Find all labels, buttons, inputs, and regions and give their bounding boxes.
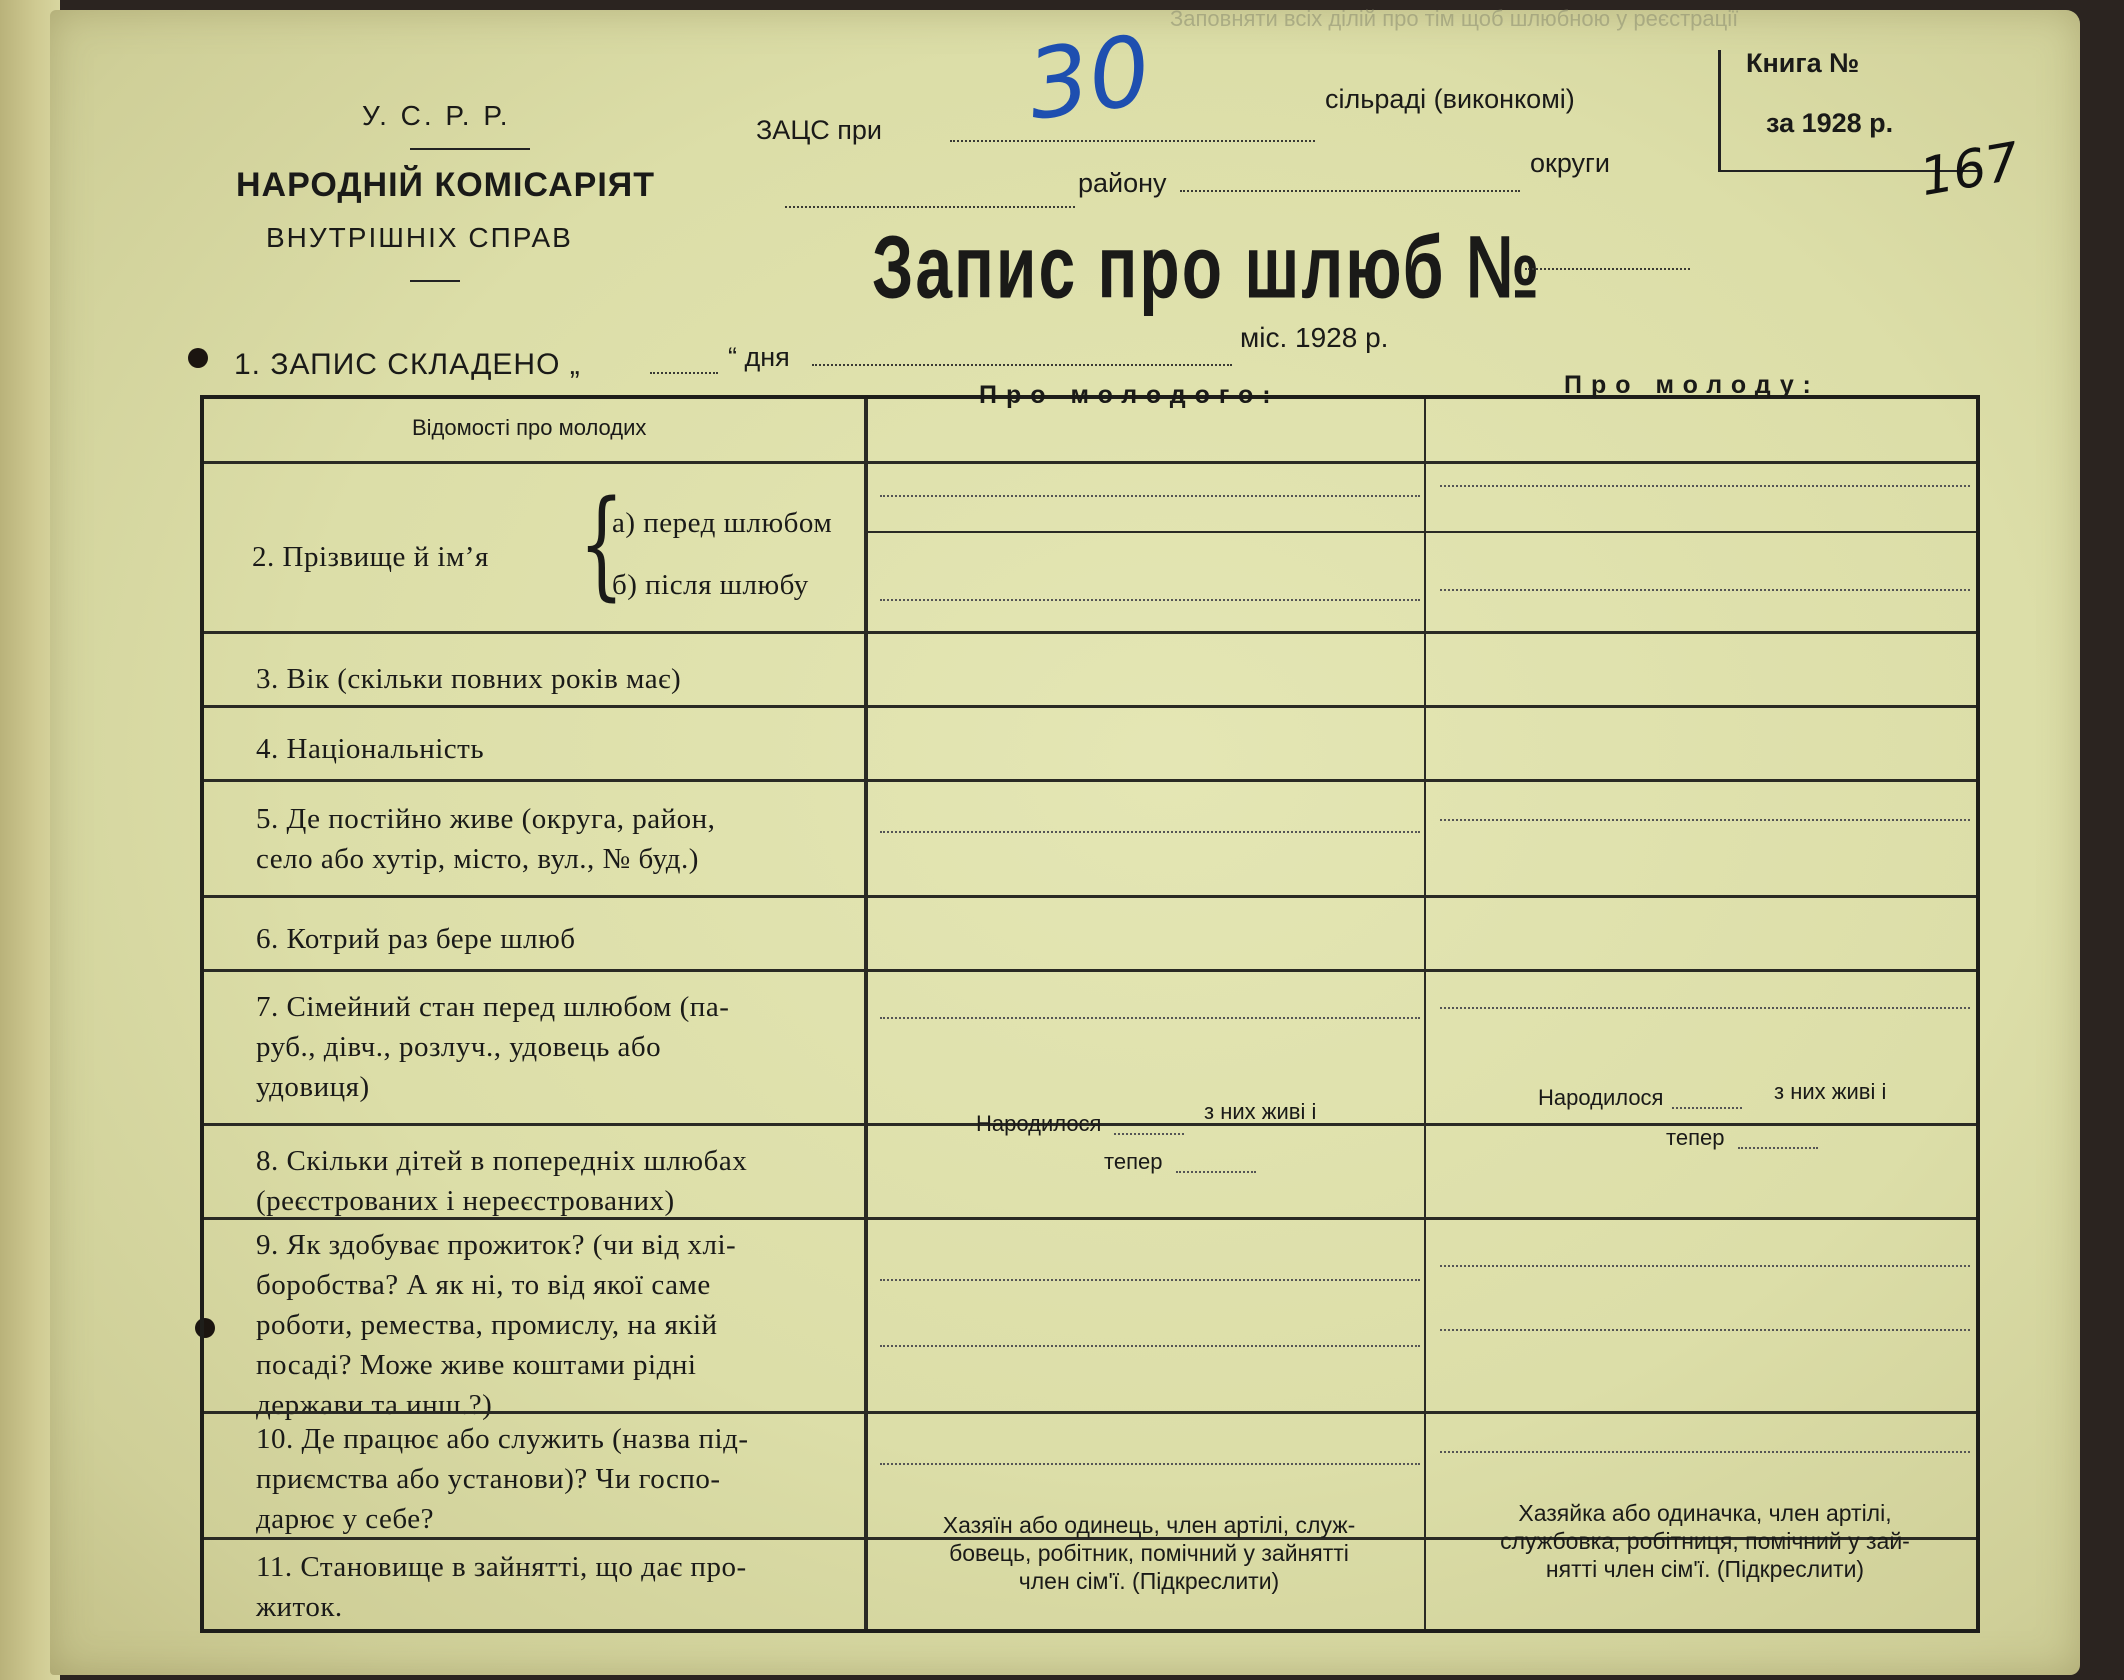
bride-occupation-line2: службовка, робітниця, помічний у зай- — [1500, 1528, 1910, 1554]
row-6-label: 6. Котрий раз бере шлюб — [256, 923, 576, 955]
zags-suffix: сільраді (виконкомі) — [1325, 84, 1575, 114]
okrug-label: округи — [1530, 148, 1610, 178]
district-label: району — [1078, 168, 1167, 198]
row-9-label-line3: роботи, ремества, промислу, на якій — [256, 1309, 718, 1341]
bride-occupation-line1: Хазяйка або одиначка, член артілі, — [1518, 1500, 1892, 1526]
groom-children-born-label: Народилося — [976, 1111, 1102, 1136]
groom-occupation-line2: бовець, робітник, помічний у зайнятті — [949, 1540, 1349, 1566]
groom-children-alive-label: з них живі і — [1204, 1099, 1317, 1124]
entry-line — [1176, 1171, 1256, 1173]
column-header-info: Відомості про молодих — [412, 415, 647, 440]
entry-line — [880, 1017, 1420, 1019]
row-7-label-line2: руб., дівч., розлуч., удовець або — [256, 1031, 662, 1063]
row-divider — [204, 1411, 1976, 1414]
entry-line — [1440, 485, 1970, 487]
entry-line — [880, 599, 1420, 601]
row-11-label-line2: житок. — [256, 1591, 343, 1623]
punch-hole — [188, 348, 208, 368]
groom-occupation-options — [874, 1511, 1424, 1595]
row-4-label: 4. Національність — [256, 733, 485, 765]
entry-line — [880, 1345, 1420, 1347]
entry-line — [1440, 1329, 1970, 1331]
bride-children-now-label: тепер — [1666, 1125, 1725, 1150]
row-2a-label: а) перед шлюбом — [612, 507, 833, 539]
record-month-dotted-line — [812, 364, 1232, 366]
entry-line — [1738, 1147, 1818, 1149]
handwritten-page-number: 167 — [1915, 131, 2024, 209]
entry-line — [1440, 1265, 1970, 1267]
handwritten-council-number: 30 — [1020, 14, 1158, 142]
faded-top-note: Заповняти всіх ділій про тім щоб шлюбною у реєстрації — [1170, 6, 1739, 31]
row-10-label-line1: 10. Де працює або служить (назва під- — [256, 1423, 749, 1455]
book-number-label: Книга № — [1746, 48, 1860, 78]
record-day-dotted-line — [650, 372, 718, 374]
entry-line — [1440, 589, 1970, 591]
entry-line — [880, 495, 1420, 497]
row-9-label-line5: держави та инш.?) — [256, 1389, 493, 1421]
entry-line — [1440, 1451, 1970, 1453]
bride-occupation-options — [1430, 1499, 1980, 1583]
row-9-label-line2: боробства? А як ні, то від якої саме — [256, 1269, 711, 1301]
record-made-label: 1. ЗАПИС СКЛАДЕНО „ — [234, 348, 581, 381]
zags-dotted-line — [950, 140, 1315, 142]
row-3-label: 3. Вік (скільки повних років має) — [256, 663, 682, 695]
row-divider — [204, 705, 1976, 708]
commissariat-title: НАРОДНІЙ КОМІСАРІЯТ — [236, 166, 655, 204]
row-divider — [204, 631, 1976, 634]
district-dotted-line — [785, 206, 1075, 208]
groom-occupation-line1: Хазяїн або одинець, член артілі, служ- — [942, 1512, 1356, 1538]
row-7-label-line1: 7. Сімейний стан перед шлюбом (па- — [256, 991, 730, 1023]
bride-occupation-line3: нятті член сім'ї. (Підкреслити) — [1545, 1556, 1865, 1582]
book-year-label: за 1928 р. — [1766, 108, 1894, 138]
row-9-label-line1: 9. Як здобуває прожиток? (чи від хлі- — [256, 1229, 737, 1261]
entry-line — [880, 1463, 1420, 1465]
republic-label: У. С. Р. Р. — [362, 100, 511, 131]
row-5-label-line1: 5. Де постійно живе (округа, район, — [256, 803, 716, 835]
okrug-dotted-line — [1180, 190, 1520, 192]
zags-prefix: ЗАЦС при — [756, 115, 883, 145]
record-month-year: міс. 1928 р. — [1240, 322, 1389, 353]
brace-symbol: { — [579, 474, 625, 612]
column-header-bride: Про молоду: — [1564, 371, 1820, 399]
bride-children-alive-label: з них живі і — [1774, 1079, 1887, 1104]
row-2b-label: б) після шлюбу — [612, 569, 809, 601]
entry-line — [880, 831, 1420, 833]
row-8-label-line2: (реєстрованих і нереєстрованих) — [256, 1185, 675, 1217]
row-7-label-line3: удовиця) — [256, 1071, 370, 1103]
column-header-groom: Про молодого: — [979, 381, 1280, 409]
row-10-label-line2: приємства або установи)? Чи госпо- — [256, 1463, 721, 1495]
marriage-record-table — [200, 371, 1980, 1633]
row-divider — [204, 779, 1976, 782]
row-divider — [204, 461, 1976, 464]
record-day-label: “ дня — [728, 342, 790, 372]
groom-children-now-label: тепер — [1104, 1149, 1163, 1174]
groom-occupation-line3: член сім'ї. (Підкреслити) — [1018, 1568, 1280, 1594]
row-9-label-line4: посаді? Може живе коштами рідні — [256, 1349, 697, 1381]
commissariat-subtitle: ВНУТРІШНІХ СПРАВ — [266, 222, 573, 253]
row-divider — [204, 969, 1976, 972]
entry-line — [1672, 1107, 1742, 1109]
divider — [410, 280, 460, 282]
divider — [410, 148, 530, 150]
row-11-label-line1: 11. Становище в зайнятті, що дає про- — [256, 1551, 747, 1583]
entry-line — [1114, 1133, 1184, 1135]
row-divider — [204, 1217, 1976, 1220]
row-10-label-line3: дарює у себе? — [256, 1503, 434, 1535]
column-divider — [1424, 399, 1426, 1629]
title-number-dotted-line — [1525, 268, 1690, 270]
bride-children-born-label: Народилося — [1538, 1085, 1664, 1110]
entry-line — [1440, 1007, 1970, 1009]
row-divider — [204, 895, 1976, 898]
column-divider — [864, 399, 868, 1629]
document-title: Запис про шлюб № — [872, 216, 1542, 317]
entry-line — [1440, 819, 1970, 821]
row-8-label-line1: 8. Скільки дітей в попередніх шлюбах — [256, 1145, 748, 1177]
row-2-label: 2. Прізвище й ім’я — [252, 541, 489, 573]
entry-line — [880, 1279, 1420, 1281]
row-5-label-line2: село або хутір, місто, вул., № буд.) — [256, 843, 699, 875]
row-subdivider — [864, 531, 1976, 533]
